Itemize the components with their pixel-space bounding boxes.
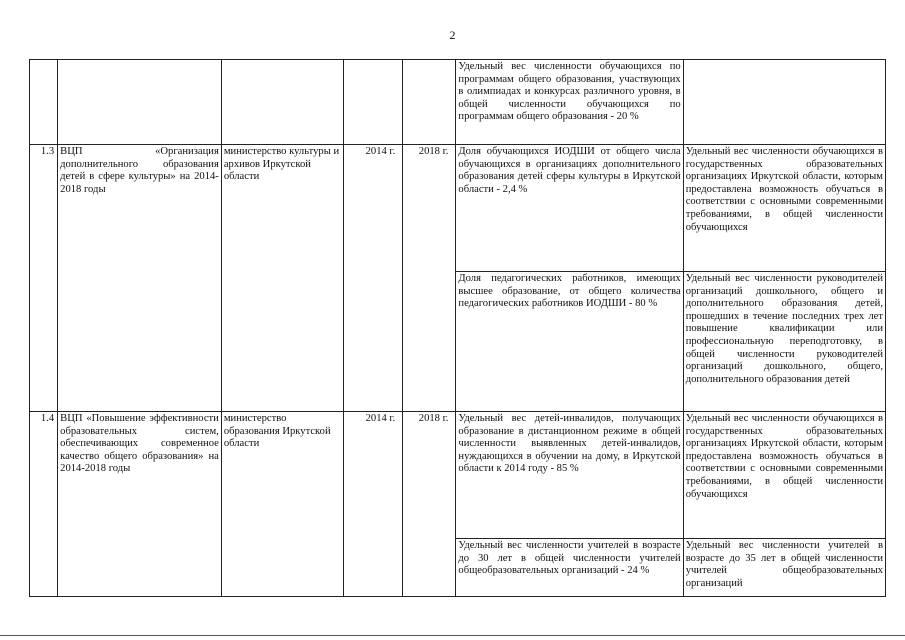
cell-name: ВЦП «Организация дополнительного образования детей в сфере культуры» на 2014-2018 годы <box>58 145 222 412</box>
cell-end <box>403 60 456 145</box>
cell-result: Удельный вес численности обучающихся в государственных образовательных организациях Иркутской области, которым предоставлена возможность обучаться в соответствии с основными современными требованиями, в общей численности обучающихся <box>683 412 885 539</box>
cell-name: ВЦП «Повышение эффективности образовательных систем, обеспечивающих современное качество общего образования» на 2014-2018 годы <box>58 412 222 597</box>
table-row-continuation <box>30 60 886 145</box>
cell-start <box>343 60 402 145</box>
cell-result <box>683 60 885 145</box>
cell-start: 2014 г. <box>343 412 402 597</box>
cell-org: министерство культуры и архивов Иркутской области <box>221 145 343 412</box>
cell-name <box>58 60 222 145</box>
cell-indicator: Удельный вес детей-инвалидов, получающих образование в дистанционном режиме в общей численности выявленных детей-инвалидов, нуждающихся в обучении на дому, в Иркутской области к 2014 году - 85 % <box>456 412 683 539</box>
cell-num: 1.4 <box>30 412 58 597</box>
cell-result: Удельный вес численности обучающихся в государственных образовательных организациях Иркутской области, которым предоставлена возможность обучаться в соответствии с основными современными требованиями, в общей численности обучающихся <box>683 145 885 272</box>
cell-indicator: Удельный вес численности обучающихся по программам общего образования, участвующих в олимпиадах и конкурсах различного уровня, в общей численности обучающихся по программам общего образования - 20 % <box>456 60 683 145</box>
cell-indicator: Доля педагогических работников, имеющих высшее образование, от общего количества педагогических работников ИОДШИ - 80 % <box>456 272 683 412</box>
cell-start: 2014 г. <box>343 145 402 412</box>
page-number: 2 <box>449 28 456 42</box>
cell-num: 1.3 <box>30 145 58 412</box>
cell-end: 2018 г. <box>403 412 456 597</box>
table-row-1-4 <box>30 412 886 539</box>
cell-result: Удельный вес численности руководителей организаций дошкольного, общего и дополнительного образования детей, прошедших в течение последних трех лет повышение квалификации или профессиональную переподготовку, в общей численности руководителей организаций дошкольного, общего, дополнительного образования детей <box>683 272 885 412</box>
cell-num <box>30 60 58 145</box>
cell-result: Удельный вес численности учителей в возрасте до 35 лет в общей численности учителей общеобразовательных организаций <box>683 539 885 597</box>
cell-org <box>221 60 343 145</box>
program-table <box>29 59 886 597</box>
cell-org: министерство образования Иркутской области <box>221 412 343 597</box>
page-bottom-rule <box>0 635 905 636</box>
cell-indicator: Доля обучающихся ИОДШИ от общего числа обучающихся в организациях дополнительного образования детей сферы культуры в Иркутской области - 2,4 % <box>456 145 683 272</box>
cell-end: 2018 г. <box>403 145 456 412</box>
table-row-1-3 <box>30 145 886 272</box>
cell-indicator: Удельный вес численности учителей в возрасте до 30 лет в общей численности учителей общеобразовательных организаций - 24 % <box>456 539 683 597</box>
